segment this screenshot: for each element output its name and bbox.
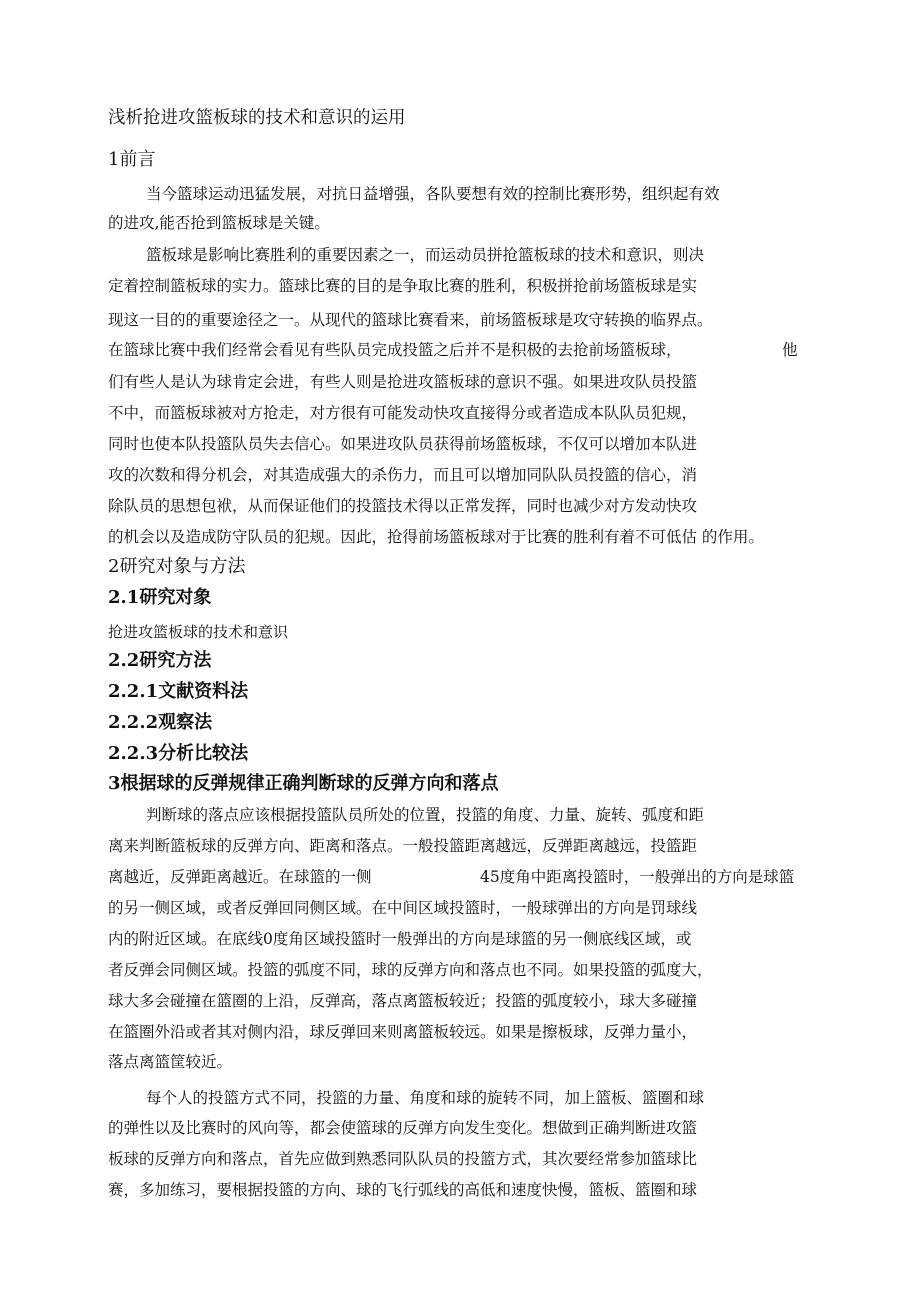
paragraph-line: 在篮圈外沿或者其对侧内沿，球反弹回来则离篮板较远。如果是擦板球，反弹力量小，: [108, 1023, 698, 1041]
paragraph-line: 篮板球是影响比赛胜利的重要因素之一，而运动员拼抢篮板球的技术和意识，则决: [146, 246, 705, 264]
paragraph-line: 赛，多加练习，要根据投篮的方向、球的飞行弧线的高低和速度快慢，篮板、篮圈和球: [108, 1181, 698, 1199]
paragraph-line: 离越近，反弹距离越近。在球篮的一侧: [108, 868, 372, 886]
paragraph-line: 的另一侧区域，或者反弹回同侧区域。在中间区域投篮时，一般球弹出的方向是罚球线: [108, 899, 698, 917]
paragraph-line: 在篮球比赛中我们经常会看见有些队员完成投篮之后并不是积极的去抢前场篮板球，: [108, 341, 682, 359]
section-2-1-heading: 2.1研究对象: [108, 587, 212, 608]
section-1-heading: 1前言: [108, 149, 156, 170]
paragraph-line-fragment: 他: [782, 341, 798, 359]
section-2-heading: 2研究对象与方法: [108, 556, 246, 577]
paragraph-line-fragment: 45度角中距离投篮时，一般弹出的方向是球篮: [480, 868, 795, 886]
paragraph-line: 同时也使本队投篮队员失去信心。如果进攻队员获得前场篮板球，不仅可以增加本队进: [108, 435, 698, 453]
paragraph-line: 者反弹会同侧区域。投篮的弧度不同，球的反弹方向和落点也不同。如果投篮的弧度大，: [108, 961, 713, 979]
paragraph-line: 落点离篮筐较近。: [108, 1053, 233, 1071]
paragraph-line: 现这一目的的重要途径之一。从现代的篮球比赛看来，前场篮板球是攻守转换的临界点。: [108, 311, 713, 329]
paragraph-line: 当今篮球运动迅猛发展，对抗日益增强，各队要想有效的控制比赛形势，组织起有效: [146, 185, 720, 203]
paragraph-line: 判断球的落点应该根据投篮队员所处的位置，投篮的角度、力量、旋转、弧度和距: [146, 806, 705, 824]
method-heading: 2.2.1文献资料法: [108, 681, 249, 702]
paragraph-line: 攻的次数和得分机会，对其造成强大的杀伤力，而且可以增加同队队员投篮的信心，消: [108, 466, 698, 484]
paragraph-line: 不中，而篮板球被对方抢走，对方很有可能发动快攻直接得分或者造成本队队员犯规，: [108, 404, 698, 422]
method-heading: 2.2.3分析比较法: [108, 743, 249, 764]
paragraph-line: 内的附近区域。在底线0度角区域投篮时一般弹出的方向是球篮的另一侧底线区域，或: [108, 930, 692, 948]
paragraph-line: 板球的反弹方向和落点，首先应做到熟悉同队队员的投篮方式，其次要经常参加篮球比: [108, 1150, 698, 1168]
section-3-heading: 3根据球的反弹规律正确判断球的反弹方向和落点: [108, 773, 499, 794]
paragraph-line: 球大多会碰撞在篮圈的上沿，反弹高，落点离篮板较近；投篮的弧度较小，球大多碰撞: [108, 992, 698, 1010]
paragraph-line: 的弹性以及比赛时的风向等，都会使篮球的反弹方向发生变化。想做到正确判断进攻篮: [108, 1119, 698, 1137]
paragraph-line: 离来判断篮板球的反弹方向、距离和落点。一般投篮距离越远，反弹距离越远，投篮距: [108, 837, 698, 855]
method-heading: 2.2.2观察法: [108, 712, 213, 733]
document-title: 浅析抢进攻篮板球的技术和意识的运用: [108, 108, 406, 128]
paragraph-line: 们有些人是认为球肯定会进，有些人则是抢进攻篮板球的意识不强。如果进攻队员投篮: [108, 373, 698, 391]
research-object-text: 抢进攻篮板球的技术和意识: [108, 623, 289, 641]
section-2-2-heading: 2.2研究方法: [108, 650, 212, 671]
paragraph-line: 除队员的思想包袱，从而保证他们的投篮技术得以正常发挥，同时也减少对方发动快攻: [108, 497, 698, 515]
paragraph-line: 定着控制篮板球的实力。篮球比赛的目的是争取比赛的胜利，积极拼抢前场篮板球是实: [108, 277, 698, 295]
paragraph-line: 的机会以及造成防守队员的犯规。因此，抢得前场篮板球对于比赛的胜利有着不可低估 的作用。: [108, 528, 764, 546]
paragraph-line: 每个人的投篮方式不同，投篮的力量、角度和球的旋转不同，加上篮板、篮圈和球: [146, 1089, 705, 1107]
paragraph-line: 的进攻,能否抢到篮板球是关键。: [108, 214, 330, 232]
